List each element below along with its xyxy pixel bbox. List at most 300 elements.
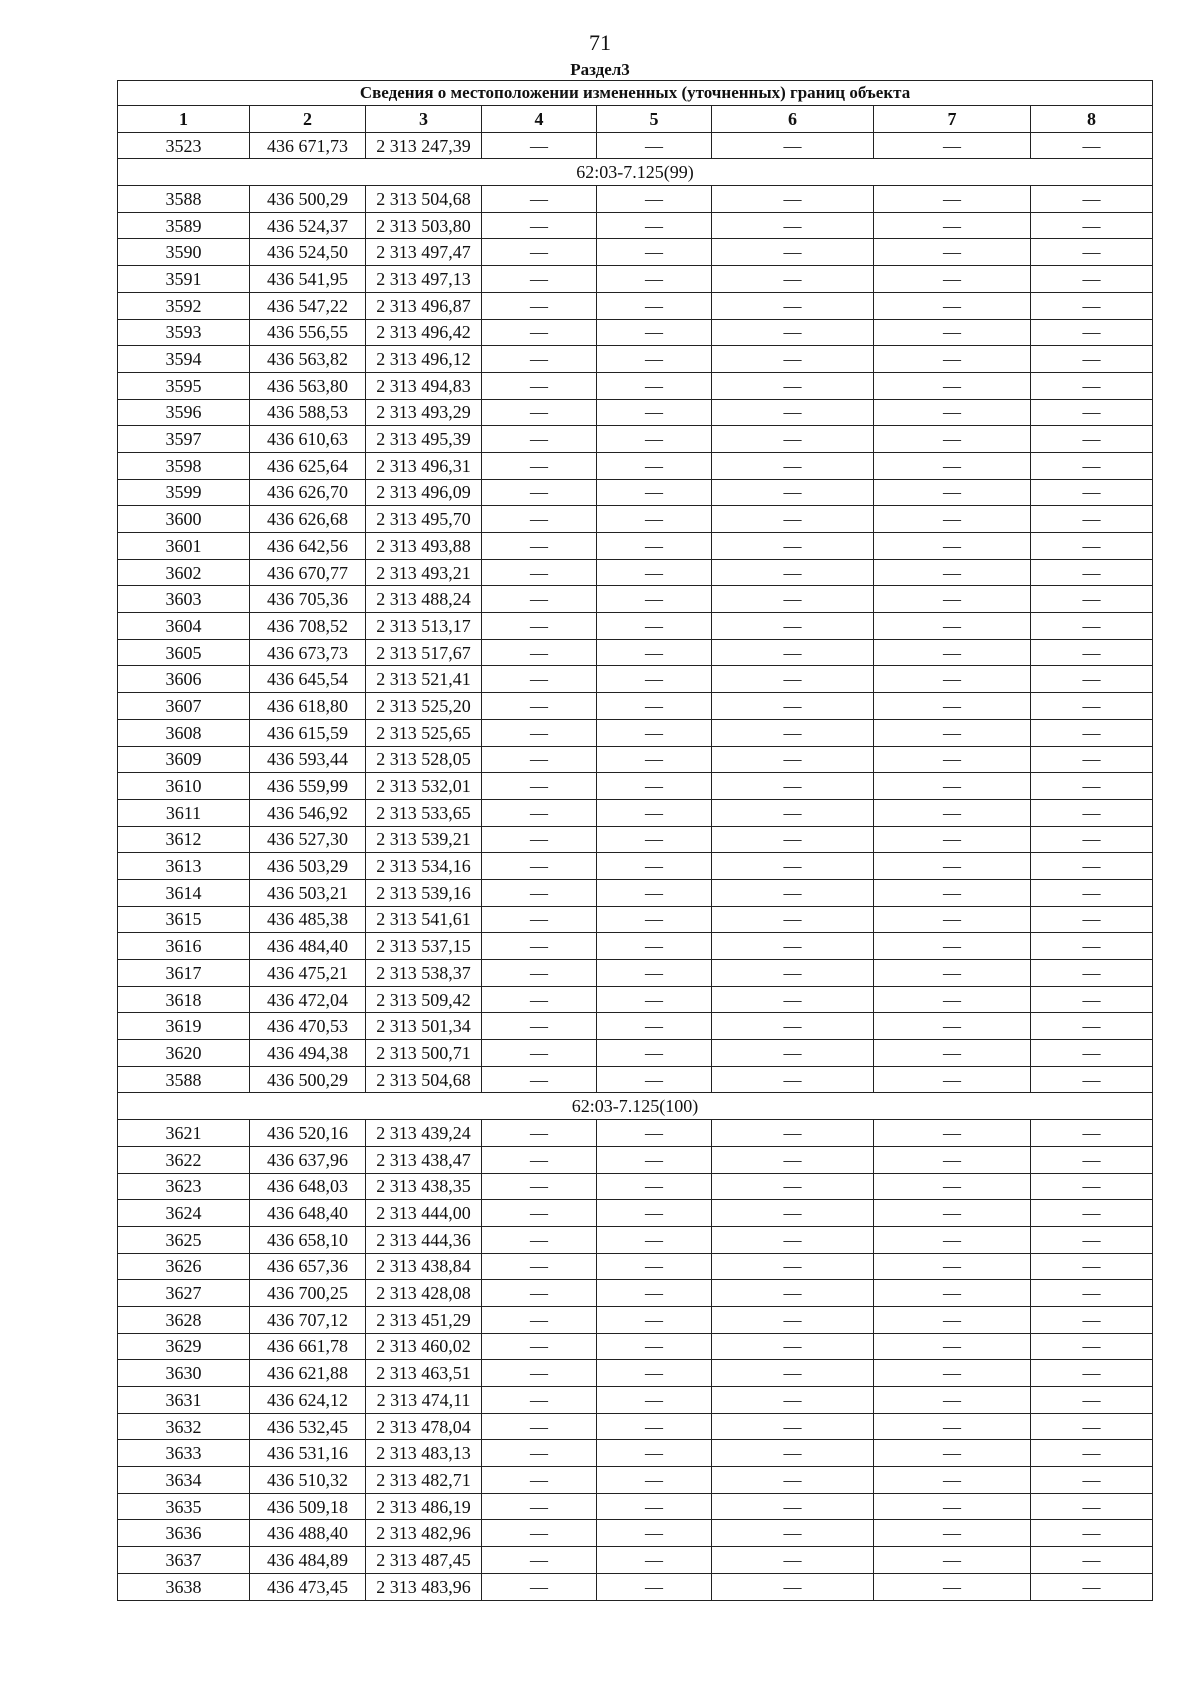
x-coordinate: 436 524,50 bbox=[250, 239, 366, 266]
point-number: 3602 bbox=[118, 559, 250, 586]
empty-dash: — bbox=[712, 212, 874, 239]
empty-dash: — bbox=[1031, 292, 1153, 319]
empty-dash: — bbox=[712, 986, 874, 1013]
table-row bbox=[118, 1520, 1153, 1547]
point-number: 3619 bbox=[118, 1013, 250, 1040]
empty-dash: — bbox=[1031, 239, 1153, 266]
empty-dash: — bbox=[1031, 1253, 1153, 1280]
table-row bbox=[118, 1066, 1153, 1093]
empty-dash: — bbox=[712, 1306, 874, 1333]
empty-dash: — bbox=[597, 1387, 712, 1414]
y-coordinate: 2 313 497,13 bbox=[366, 266, 482, 293]
table-row bbox=[118, 933, 1153, 960]
empty-dash: — bbox=[1031, 773, 1153, 800]
empty-dash: — bbox=[482, 533, 597, 560]
y-coordinate: 2 313 521,41 bbox=[366, 666, 482, 693]
empty-dash: — bbox=[874, 1226, 1031, 1253]
empty-dash: — bbox=[874, 1333, 1031, 1360]
x-coordinate: 436 485,38 bbox=[250, 906, 366, 933]
empty-dash: — bbox=[482, 1066, 597, 1093]
x-coordinate: 436 488,40 bbox=[250, 1520, 366, 1547]
column-header: 3 bbox=[366, 106, 482, 133]
x-coordinate: 436 637,96 bbox=[250, 1146, 366, 1173]
table-row bbox=[118, 1200, 1153, 1227]
table-row bbox=[118, 1467, 1153, 1494]
empty-dash: — bbox=[1031, 1440, 1153, 1467]
empty-dash: — bbox=[597, 266, 712, 293]
table-row bbox=[118, 613, 1153, 640]
empty-dash: — bbox=[482, 1013, 597, 1040]
empty-dash: — bbox=[1031, 1013, 1153, 1040]
y-coordinate: 2 313 525,65 bbox=[366, 719, 482, 746]
empty-dash: — bbox=[712, 186, 874, 213]
y-coordinate: 2 313 487,45 bbox=[366, 1547, 482, 1574]
y-coordinate: 2 313 482,71 bbox=[366, 1467, 482, 1494]
table-row bbox=[118, 186, 1153, 213]
empty-dash: — bbox=[874, 639, 1031, 666]
empty-dash: — bbox=[482, 879, 597, 906]
y-coordinate: 2 313 509,42 bbox=[366, 986, 482, 1013]
empty-dash: — bbox=[1031, 1226, 1153, 1253]
empty-dash: — bbox=[874, 239, 1031, 266]
empty-dash: — bbox=[482, 906, 597, 933]
empty-dash: — bbox=[874, 746, 1031, 773]
table-row bbox=[118, 693, 1153, 720]
empty-dash: — bbox=[712, 346, 874, 373]
empty-dash: — bbox=[874, 826, 1031, 853]
empty-dash: — bbox=[712, 906, 874, 933]
group-row bbox=[118, 159, 1153, 186]
table-row bbox=[118, 1253, 1153, 1280]
empty-dash: — bbox=[712, 1040, 874, 1067]
empty-dash: — bbox=[712, 399, 874, 426]
x-coordinate: 436 615,59 bbox=[250, 719, 366, 746]
empty-dash: — bbox=[482, 586, 597, 613]
table-row bbox=[118, 506, 1153, 533]
empty-dash: — bbox=[874, 479, 1031, 506]
empty-dash: — bbox=[597, 452, 712, 479]
table-row bbox=[118, 666, 1153, 693]
y-coordinate: 2 313 438,35 bbox=[366, 1173, 482, 1200]
empty-dash: — bbox=[712, 266, 874, 293]
x-coordinate: 436 509,18 bbox=[250, 1493, 366, 1520]
empty-dash: — bbox=[597, 1520, 712, 1547]
empty-dash: — bbox=[712, 319, 874, 346]
empty-dash: — bbox=[712, 666, 874, 693]
table-row bbox=[118, 586, 1153, 613]
table-row bbox=[118, 1146, 1153, 1173]
column-header: 7 bbox=[874, 106, 1031, 133]
empty-dash: — bbox=[874, 533, 1031, 560]
y-coordinate: 2 313 463,51 bbox=[366, 1360, 482, 1387]
point-number: 3595 bbox=[118, 372, 250, 399]
empty-dash: — bbox=[482, 346, 597, 373]
table-row bbox=[118, 719, 1153, 746]
empty-dash: — bbox=[597, 960, 712, 987]
empty-dash: — bbox=[597, 533, 712, 560]
empty-dash: — bbox=[482, 1173, 597, 1200]
empty-dash: — bbox=[482, 1333, 597, 1360]
empty-dash: — bbox=[712, 613, 874, 640]
column-header: 4 bbox=[482, 106, 597, 133]
empty-dash: — bbox=[597, 1226, 712, 1253]
group-row bbox=[118, 1093, 1153, 1120]
table-row bbox=[118, 1120, 1153, 1147]
x-coordinate: 436 705,36 bbox=[250, 586, 366, 613]
empty-dash: — bbox=[874, 292, 1031, 319]
point-number: 3618 bbox=[118, 986, 250, 1013]
x-coordinate: 436 700,25 bbox=[250, 1280, 366, 1307]
x-coordinate: 436 661,78 bbox=[250, 1333, 366, 1360]
point-number: 3596 bbox=[118, 399, 250, 426]
x-coordinate: 436 673,73 bbox=[250, 639, 366, 666]
empty-dash: — bbox=[597, 639, 712, 666]
empty-dash: — bbox=[712, 960, 874, 987]
x-coordinate: 436 658,10 bbox=[250, 1226, 366, 1253]
table-row bbox=[118, 1547, 1153, 1574]
empty-dash: — bbox=[712, 1387, 874, 1414]
empty-dash: — bbox=[597, 186, 712, 213]
empty-dash: — bbox=[597, 399, 712, 426]
empty-dash: — bbox=[874, 1173, 1031, 1200]
empty-dash: — bbox=[1031, 666, 1153, 693]
point-number: 3633 bbox=[118, 1440, 250, 1467]
point-number: 3628 bbox=[118, 1306, 250, 1333]
y-coordinate: 2 313 497,47 bbox=[366, 239, 482, 266]
empty-dash: — bbox=[597, 933, 712, 960]
empty-dash: — bbox=[482, 853, 597, 880]
empty-dash: — bbox=[597, 1253, 712, 1280]
empty-dash: — bbox=[597, 1306, 712, 1333]
empty-dash: — bbox=[712, 1173, 874, 1200]
empty-dash: — bbox=[712, 1146, 874, 1173]
point-number: 3608 bbox=[118, 719, 250, 746]
empty-dash: — bbox=[482, 693, 597, 720]
empty-dash: — bbox=[597, 1547, 712, 1574]
point-number: 3605 bbox=[118, 639, 250, 666]
y-coordinate: 2 313 428,08 bbox=[366, 1280, 482, 1307]
table-row bbox=[118, 372, 1153, 399]
point-number: 3627 bbox=[118, 1280, 250, 1307]
point-number: 3599 bbox=[118, 479, 250, 506]
point-number: 3598 bbox=[118, 452, 250, 479]
table-title: Сведения о местоположении измененных (уточненных) границ объекта bbox=[118, 81, 1153, 106]
y-coordinate: 2 313 496,87 bbox=[366, 292, 482, 319]
column-header: 6 bbox=[712, 106, 874, 133]
empty-dash: — bbox=[1031, 479, 1153, 506]
empty-dash: — bbox=[482, 1467, 597, 1494]
x-coordinate: 436 546,92 bbox=[250, 799, 366, 826]
x-coordinate: 436 593,44 bbox=[250, 746, 366, 773]
empty-dash: — bbox=[482, 1493, 597, 1520]
empty-dash: — bbox=[874, 1440, 1031, 1467]
empty-dash: — bbox=[482, 986, 597, 1013]
x-coordinate: 436 648,03 bbox=[250, 1173, 366, 1200]
empty-dash: — bbox=[482, 479, 597, 506]
empty-dash: — bbox=[712, 292, 874, 319]
empty-dash: — bbox=[712, 372, 874, 399]
y-coordinate: 2 313 500,71 bbox=[366, 1040, 482, 1067]
table-title-row bbox=[118, 81, 1153, 106]
empty-dash: — bbox=[712, 1333, 874, 1360]
empty-dash: — bbox=[874, 666, 1031, 693]
x-coordinate: 436 531,16 bbox=[250, 1440, 366, 1467]
empty-dash: — bbox=[482, 1120, 597, 1147]
empty-dash: — bbox=[1031, 186, 1153, 213]
empty-dash: — bbox=[712, 506, 874, 533]
empty-dash: — bbox=[1031, 506, 1153, 533]
table-row bbox=[118, 879, 1153, 906]
empty-dash: — bbox=[597, 853, 712, 880]
x-coordinate: 436 642,56 bbox=[250, 533, 366, 560]
empty-dash: — bbox=[874, 1547, 1031, 1574]
y-coordinate: 2 313 439,24 bbox=[366, 1120, 482, 1147]
empty-dash: — bbox=[712, 1200, 874, 1227]
empty-dash: — bbox=[597, 826, 712, 853]
empty-dash: — bbox=[874, 1467, 1031, 1494]
empty-dash: — bbox=[482, 132, 597, 159]
empty-dash: — bbox=[712, 773, 874, 800]
empty-dash: — bbox=[712, 799, 874, 826]
table-row bbox=[118, 1306, 1153, 1333]
empty-dash: — bbox=[597, 559, 712, 586]
empty-dash: — bbox=[482, 746, 597, 773]
empty-dash: — bbox=[597, 506, 712, 533]
empty-dash: — bbox=[597, 1467, 712, 1494]
point-number: 3593 bbox=[118, 319, 250, 346]
table-row bbox=[118, 1226, 1153, 1253]
y-coordinate: 2 313 493,21 bbox=[366, 559, 482, 586]
y-coordinate: 2 313 486,19 bbox=[366, 1493, 482, 1520]
empty-dash: — bbox=[1031, 826, 1153, 853]
y-coordinate: 2 313 493,29 bbox=[366, 399, 482, 426]
empty-dash: — bbox=[874, 853, 1031, 880]
empty-dash: — bbox=[597, 906, 712, 933]
table-row bbox=[118, 479, 1153, 506]
empty-dash: — bbox=[874, 1013, 1031, 1040]
empty-dash: — bbox=[482, 239, 597, 266]
empty-dash: — bbox=[712, 479, 874, 506]
empty-dash: — bbox=[1031, 719, 1153, 746]
table-row bbox=[118, 533, 1153, 560]
section-label: Раздел3 bbox=[570, 60, 630, 79]
empty-dash: — bbox=[1031, 533, 1153, 560]
empty-dash: — bbox=[1031, 266, 1153, 293]
table-row bbox=[118, 1493, 1153, 1520]
empty-dash: — bbox=[874, 1253, 1031, 1280]
point-number: 3601 bbox=[118, 533, 250, 560]
x-coordinate: 436 500,29 bbox=[250, 186, 366, 213]
empty-dash: — bbox=[597, 1066, 712, 1093]
empty-dash: — bbox=[874, 986, 1031, 1013]
x-coordinate: 436 556,55 bbox=[250, 319, 366, 346]
empty-dash: — bbox=[1031, 1040, 1153, 1067]
empty-dash: — bbox=[874, 506, 1031, 533]
empty-dash: — bbox=[482, 960, 597, 987]
empty-dash: — bbox=[712, 1253, 874, 1280]
table-row bbox=[118, 239, 1153, 266]
empty-dash: — bbox=[874, 1493, 1031, 1520]
empty-dash: — bbox=[874, 1520, 1031, 1547]
table-row bbox=[118, 1387, 1153, 1414]
empty-dash: — bbox=[1031, 986, 1153, 1013]
empty-dash: — bbox=[597, 586, 712, 613]
empty-dash: — bbox=[1031, 452, 1153, 479]
empty-dash: — bbox=[874, 693, 1031, 720]
y-coordinate: 2 313 504,68 bbox=[366, 1066, 482, 1093]
table-row bbox=[118, 1173, 1153, 1200]
point-number: 3623 bbox=[118, 1173, 250, 1200]
empty-dash: — bbox=[874, 1413, 1031, 1440]
empty-dash: — bbox=[712, 426, 874, 453]
y-coordinate: 2 313 482,96 bbox=[366, 1520, 482, 1547]
x-coordinate: 436 621,88 bbox=[250, 1360, 366, 1387]
empty-dash: — bbox=[1031, 132, 1153, 159]
point-number: 3625 bbox=[118, 1226, 250, 1253]
point-number: 3613 bbox=[118, 853, 250, 880]
empty-dash: — bbox=[597, 1146, 712, 1173]
coordinates-table bbox=[117, 80, 1153, 1601]
empty-dash: — bbox=[1031, 346, 1153, 373]
y-coordinate: 2 313 460,02 bbox=[366, 1333, 482, 1360]
empty-dash: — bbox=[874, 799, 1031, 826]
point-number: 3615 bbox=[118, 906, 250, 933]
table-row bbox=[118, 399, 1153, 426]
x-coordinate: 436 618,80 bbox=[250, 693, 366, 720]
empty-dash: — bbox=[874, 132, 1031, 159]
empty-dash: — bbox=[874, 1360, 1031, 1387]
empty-dash: — bbox=[482, 1387, 597, 1414]
column-header: 1 bbox=[118, 106, 250, 133]
empty-dash: — bbox=[712, 1413, 874, 1440]
x-coordinate: 436 532,45 bbox=[250, 1413, 366, 1440]
empty-dash: — bbox=[597, 372, 712, 399]
empty-dash: — bbox=[712, 1493, 874, 1520]
table-row bbox=[118, 1333, 1153, 1360]
empty-dash: — bbox=[874, 1387, 1031, 1414]
table-row bbox=[118, 346, 1153, 373]
empty-dash: — bbox=[1031, 799, 1153, 826]
empty-dash: — bbox=[1031, 1547, 1153, 1574]
x-coordinate: 436 520,16 bbox=[250, 1120, 366, 1147]
empty-dash: — bbox=[1031, 613, 1153, 640]
empty-dash: — bbox=[874, 719, 1031, 746]
empty-dash: — bbox=[874, 1040, 1031, 1067]
table-row bbox=[118, 266, 1153, 293]
y-coordinate: 2 313 496,42 bbox=[366, 319, 482, 346]
empty-dash: — bbox=[597, 1280, 712, 1307]
empty-dash: — bbox=[1031, 1467, 1153, 1494]
x-coordinate: 436 500,29 bbox=[250, 1066, 366, 1093]
table-row bbox=[118, 1040, 1153, 1067]
empty-dash: — bbox=[874, 1066, 1031, 1093]
x-coordinate: 436 484,40 bbox=[250, 933, 366, 960]
x-coordinate: 436 473,45 bbox=[250, 1573, 366, 1600]
point-number: 3589 bbox=[118, 212, 250, 239]
empty-dash: — bbox=[1031, 1120, 1153, 1147]
table-row bbox=[118, 1360, 1153, 1387]
y-coordinate: 2 313 496,31 bbox=[366, 452, 482, 479]
empty-dash: — bbox=[482, 292, 597, 319]
x-coordinate: 436 670,77 bbox=[250, 559, 366, 586]
empty-dash: — bbox=[597, 1173, 712, 1200]
empty-dash: — bbox=[482, 212, 597, 239]
y-coordinate: 2 313 478,04 bbox=[366, 1413, 482, 1440]
empty-dash: — bbox=[1031, 372, 1153, 399]
empty-dash: — bbox=[1031, 746, 1153, 773]
point-number: 3616 bbox=[118, 933, 250, 960]
point-number: 3606 bbox=[118, 666, 250, 693]
empty-dash: — bbox=[482, 1520, 597, 1547]
empty-dash: — bbox=[482, 1280, 597, 1307]
y-coordinate: 2 313 495,70 bbox=[366, 506, 482, 533]
empty-dash: — bbox=[712, 1440, 874, 1467]
empty-dash: — bbox=[712, 1547, 874, 1574]
empty-dash: — bbox=[597, 426, 712, 453]
empty-dash: — bbox=[874, 773, 1031, 800]
point-number: 3634 bbox=[118, 1467, 250, 1494]
column-header: 8 bbox=[1031, 106, 1153, 133]
empty-dash: — bbox=[482, 719, 597, 746]
x-coordinate: 436 563,82 bbox=[250, 346, 366, 373]
empty-dash: — bbox=[874, 452, 1031, 479]
empty-dash: — bbox=[597, 1440, 712, 1467]
x-coordinate: 436 475,21 bbox=[250, 960, 366, 987]
empty-dash: — bbox=[597, 1413, 712, 1440]
x-coordinate: 436 708,52 bbox=[250, 613, 366, 640]
point-number: 3609 bbox=[118, 746, 250, 773]
table-row bbox=[118, 1440, 1153, 1467]
x-coordinate: 436 503,21 bbox=[250, 879, 366, 906]
empty-dash: — bbox=[874, 372, 1031, 399]
empty-dash: — bbox=[597, 879, 712, 906]
empty-dash: — bbox=[712, 693, 874, 720]
point-number: 3600 bbox=[118, 506, 250, 533]
empty-dash: — bbox=[1031, 1360, 1153, 1387]
table-row bbox=[118, 319, 1153, 346]
empty-dash: — bbox=[1031, 1173, 1153, 1200]
parcel-number: 62:03-7.125(99) bbox=[118, 159, 1153, 186]
table-row bbox=[118, 853, 1153, 880]
empty-dash: — bbox=[482, 399, 597, 426]
x-coordinate: 436 547,22 bbox=[250, 292, 366, 319]
empty-dash: — bbox=[1031, 1146, 1153, 1173]
point-number: 3607 bbox=[118, 693, 250, 720]
table-row bbox=[118, 452, 1153, 479]
x-coordinate: 436 472,04 bbox=[250, 986, 366, 1013]
table-row bbox=[118, 559, 1153, 586]
empty-dash: — bbox=[597, 132, 712, 159]
empty-dash: — bbox=[597, 212, 712, 239]
empty-dash: — bbox=[482, 826, 597, 853]
empty-dash: — bbox=[712, 639, 874, 666]
empty-dash: — bbox=[1031, 212, 1153, 239]
empty-dash: — bbox=[482, 1040, 597, 1067]
point-number: 3632 bbox=[118, 1413, 250, 1440]
empty-dash: — bbox=[712, 452, 874, 479]
table-row bbox=[118, 986, 1153, 1013]
x-coordinate: 436 559,99 bbox=[250, 773, 366, 800]
empty-dash: — bbox=[874, 1200, 1031, 1227]
empty-dash: — bbox=[712, 586, 874, 613]
empty-dash: — bbox=[874, 960, 1031, 987]
empty-dash: — bbox=[482, 319, 597, 346]
point-number: 3622 bbox=[118, 1146, 250, 1173]
y-coordinate: 2 313 483,96 bbox=[366, 1573, 482, 1600]
empty-dash: — bbox=[597, 1360, 712, 1387]
point-number: 3603 bbox=[118, 586, 250, 613]
table-body bbox=[118, 132, 1153, 1600]
